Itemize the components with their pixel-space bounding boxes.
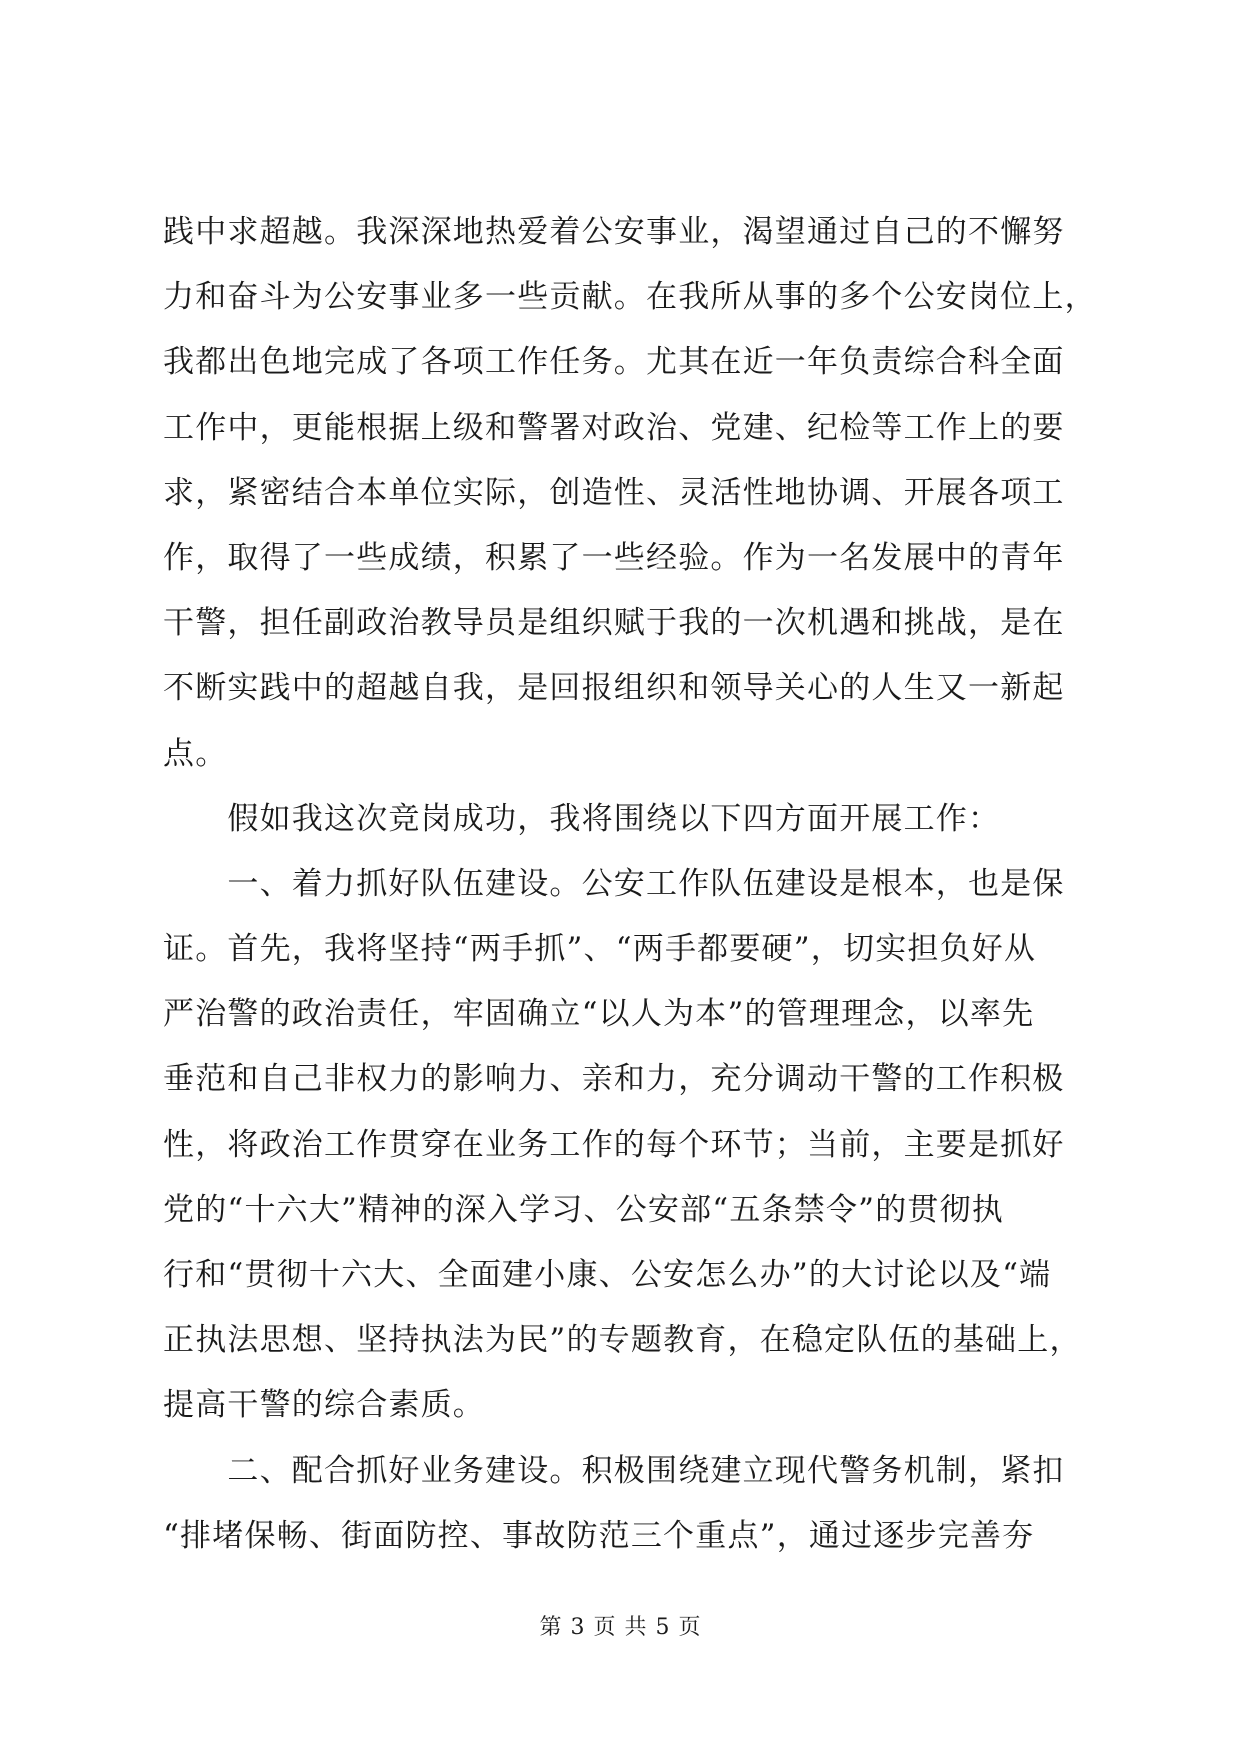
text-line: 工作中，更能根据上级和警署对政治、党建、纪检等工作上的要 xyxy=(163,409,1065,446)
text-line: 不断实践中的超越自我，是回报组织和领导关心的人生又一新起 xyxy=(163,670,1065,707)
text-line: 提高干警的综合素质。 xyxy=(163,1387,485,1424)
text-line: 践中求超越。我深深地热爱着公安事业，渴望通过自己的不懈努 xyxy=(163,214,1065,250)
text-line: 证。首先，我将坚持“两手抓”、“两手都要硬”，切实担负好从 xyxy=(163,931,1037,968)
text-line: 作，取得了一些成绩，积累了一些经验。作为一名发展中的青年 xyxy=(163,539,1065,576)
text-line: 干警，担任副政治教导员是组织赋于我的一次机遇和挑战，是在 xyxy=(163,605,1065,642)
text-line: 二、配合抓好业务建设。积极围绕建立现代警务机制，紧扣 xyxy=(163,1452,1065,1489)
text-line: 垂范和自己非权力的影响力、亲和力，充分调动干警的工作积极 xyxy=(163,1061,1065,1098)
text-line: 性，将政治工作贯穿在业务工作的每个环节；当前，主要是抓好 xyxy=(163,1126,1065,1163)
text-line: 正执法思想、坚持执法为民”的专题教育，在稳定队伍的基础上， xyxy=(163,1322,1082,1359)
text-line: 我都出色地完成了各项工作任务。尤其在近一年负责综合科全面 xyxy=(163,344,1065,381)
body-text xyxy=(163,200,1103,1569)
text-line: 点。 xyxy=(163,735,228,772)
text-line: “排堵保畅、街面防控、事故防范三个重点”，通过逐步完善夯 xyxy=(163,1517,1035,1554)
text-line: 行和“贯彻十六大、全面建小康、公安怎么办”的大讨论以及“端 xyxy=(163,1257,1052,1293)
text-line: 力和奋斗为公安事业多一些贡献。在我所从事的多个公安岗位上， xyxy=(163,279,1097,316)
text-line: 党的“十六大”精神的深入学习、公安部“五条禁令”的贯彻执 xyxy=(163,1191,1004,1228)
page-number-footer: 第 3 页 共 5 页 xyxy=(539,1615,702,1640)
text-line: 求，紧密结合本单位实际，创造性、灵活性地协调、开展各项工 xyxy=(163,474,1065,511)
text-line: 一、着力抓好队伍建设。公安工作队伍建设是根本，也是保 xyxy=(163,865,1065,902)
text-line: 假如我这次竞岗成功，我将围绕以下四方面开展工作： xyxy=(163,800,1001,837)
text-line: 严治警的政治责任，牢固确立“以人为本”的管理理念，以率先 xyxy=(163,996,1035,1033)
